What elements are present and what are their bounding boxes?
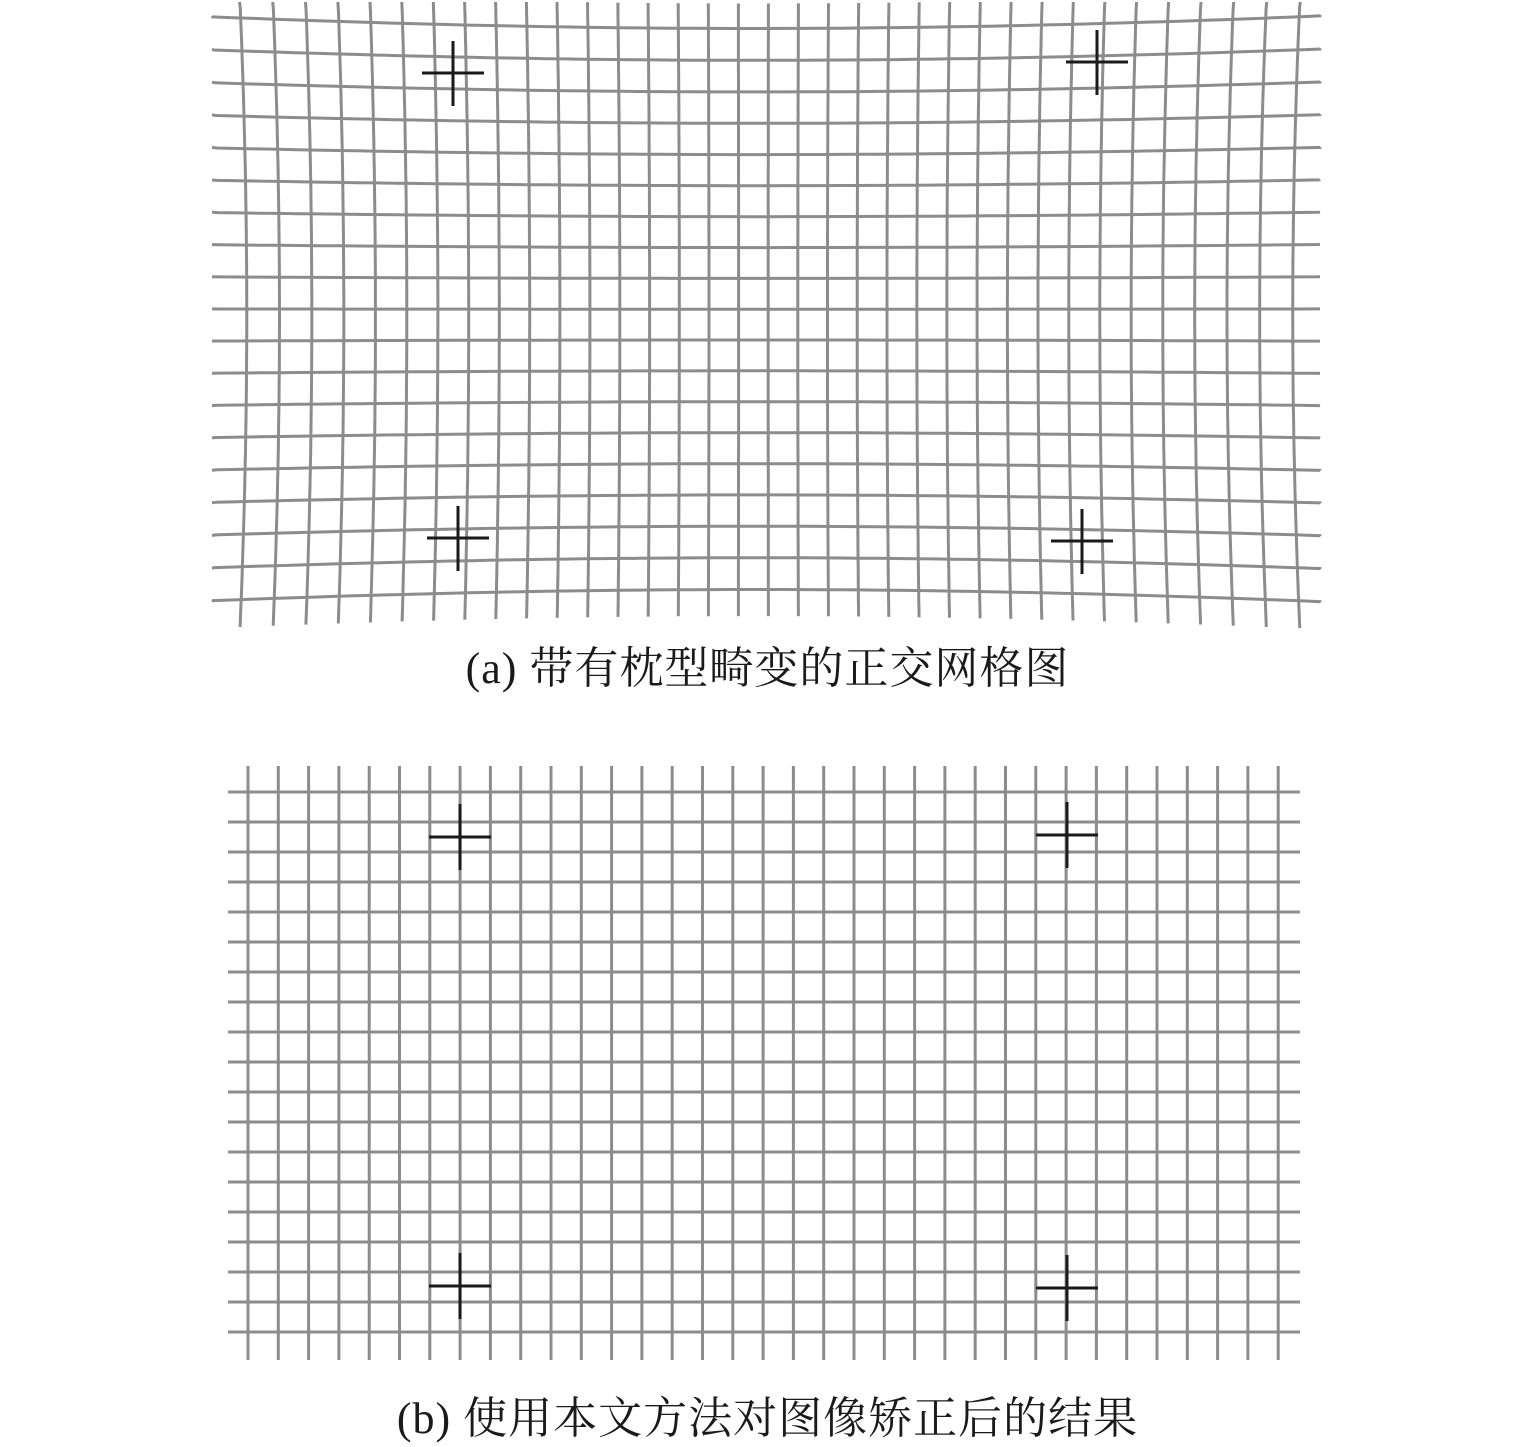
grid-vertical-line (1069, 2, 1074, 621)
grid-horizontal-line (212, 114, 1320, 123)
grid-vertical-line (433, 2, 438, 621)
grid-vertical-line (1038, 2, 1042, 620)
grid-horizontal-line (212, 48, 1320, 60)
distorted-grid-panel (210, 0, 1325, 630)
grid-lines (228, 766, 1300, 1360)
grid-horizontal-line (212, 495, 1320, 504)
crosshair-marker (1036, 802, 1098, 868)
crosshair-marker (1066, 30, 1128, 95)
grid-horizontal-line (212, 244, 1320, 247)
caption-b: (b) 使用本文方法对图像矫正后的结果 (396, 1394, 1139, 1443)
distorted-grid-figure (210, 0, 1325, 630)
corrected-grid-figure (220, 760, 1310, 1365)
crosshair-marker (1036, 1255, 1098, 1321)
grid-horizontal-line (212, 402, 1320, 406)
grid-horizontal-line (212, 212, 1320, 217)
grid-horizontal-line (212, 147, 1320, 155)
corrected-grid-panel (220, 760, 1310, 1365)
caption-a: (a) 带有枕型畸变的正交网格图 (465, 644, 1070, 693)
grid-horizontal-line (212, 590, 1320, 603)
grid-vertical-line (1100, 2, 1105, 621)
grid-horizontal-line (212, 526, 1320, 536)
crosshair-marker (422, 41, 484, 106)
crosshair-marker (429, 804, 491, 870)
grid-horizontal-line (212, 433, 1320, 439)
grid-horizontal-line (212, 277, 1320, 279)
grid-horizontal-line (212, 15, 1320, 29)
grid-horizontal-line (212, 340, 1320, 341)
grid-vertical-line (465, 2, 469, 620)
grid-lines (212, 2, 1320, 628)
crosshair-marker (429, 1253, 491, 1319)
grid-horizontal-line (212, 558, 1320, 570)
grid-horizontal-line (212, 371, 1320, 374)
grid-horizontal-line (212, 464, 1320, 471)
grid-horizontal-line (212, 81, 1320, 92)
grid-horizontal-line (212, 180, 1320, 186)
